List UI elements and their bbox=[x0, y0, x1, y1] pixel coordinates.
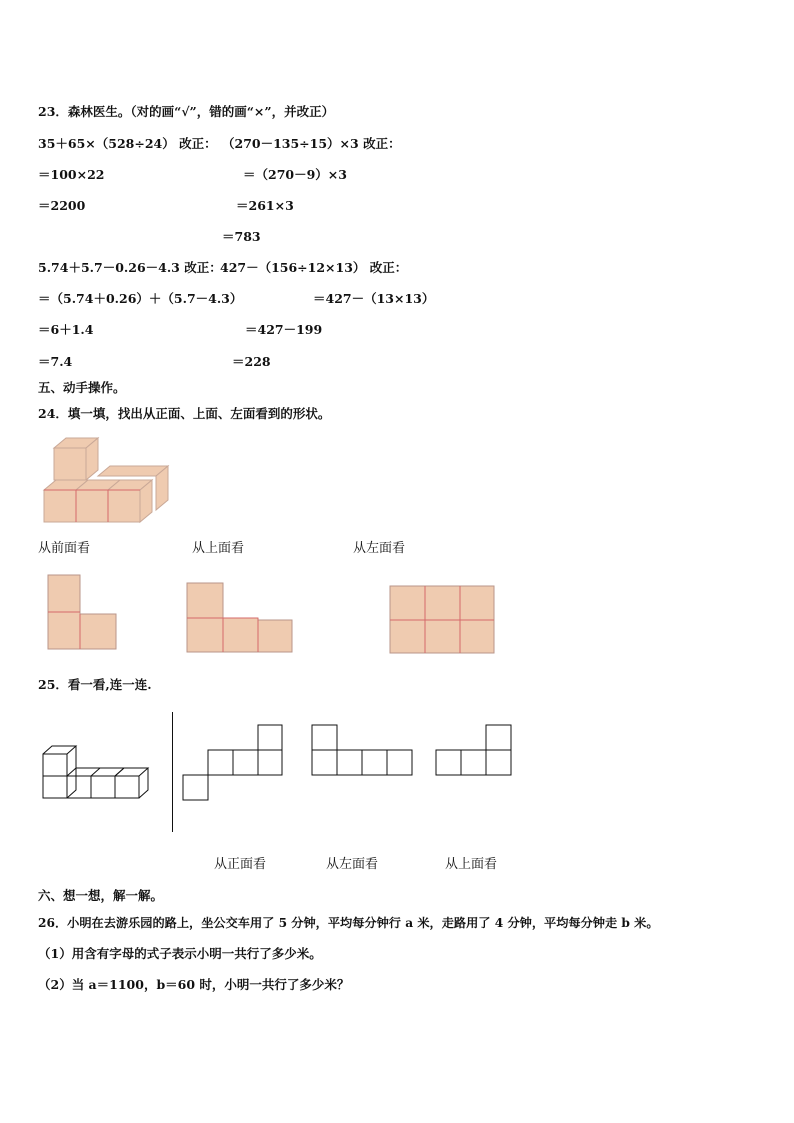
q26-title: 26．小明在去游乐园的路上，坐公交车用了 5 分钟，平均每分钟行 a 米，走路用了 4 分钟，平均每分钟走 b 米。 bbox=[38, 916, 659, 930]
q24-front-view bbox=[46, 574, 126, 654]
q24-cube-figure bbox=[40, 436, 180, 536]
q24-label-top: 从上面看 bbox=[192, 541, 245, 556]
q24-title: 24．填一填，找出从正面、上面、左面看到的形状。 bbox=[38, 406, 331, 421]
q23-left-b-line4: ＝7.4 bbox=[38, 354, 73, 369]
section5-title: 五、动手操作。 bbox=[38, 380, 126, 395]
q25-option-2 bbox=[311, 724, 416, 779]
q26-sub1: （1）用含有字母的式子表示小明一共行了多少米。 bbox=[38, 946, 322, 961]
q23-left-b-line2: ＝（5.74＋0.26）＋（5.7－4.3） bbox=[38, 291, 243, 306]
q23-left-b-line1: 5.74＋5.7－0.26－4.3 改正： bbox=[38, 260, 222, 275]
q23-right-b-line4: ＝228 bbox=[232, 354, 271, 369]
q25-cube-figure bbox=[40, 744, 160, 804]
q25-label-top: 从上面看 bbox=[445, 857, 498, 872]
q25-divider bbox=[172, 712, 173, 832]
q23-left-a-line1: 35＋65×（528÷24） 改正： bbox=[38, 136, 217, 151]
q25-option-3 bbox=[435, 724, 515, 779]
q24-label-front: 从前面看 bbox=[38, 541, 91, 556]
q23-right-b-line1: 427－（156÷12×13） 改正： bbox=[220, 260, 408, 275]
section6-title: 六、想一想，解一解。 bbox=[38, 888, 164, 903]
q24-top-view bbox=[186, 582, 296, 654]
q23-right-a-line2: ＝（270－9）×3 bbox=[243, 167, 347, 182]
q25-option-1 bbox=[182, 724, 287, 804]
q23-right-b-line3: ＝427－199 bbox=[245, 322, 323, 337]
q23-title: 23．森林医生。（对的画“√”，错的画“×”，并改正） bbox=[38, 104, 335, 119]
q23-right-a-line3: ＝261×3 bbox=[236, 198, 294, 213]
q23-right-a-line4: ＝783 bbox=[222, 229, 261, 244]
q26-sub2: （2）当 a＝1100，b＝60 时，小明一共行了多少米？ bbox=[38, 977, 350, 992]
q23-left-a-line3: ＝2200 bbox=[38, 198, 86, 213]
q23-left-b-line3: ＝6＋1.4 bbox=[38, 322, 94, 337]
q25-label-front: 从正面看 bbox=[214, 857, 267, 872]
q23-right-b-line2: ＝427－（13×13） bbox=[313, 291, 435, 306]
q25-label-left: 从左面看 bbox=[326, 857, 379, 872]
q23-right-a-line1: （270－135÷15）×3 改正： bbox=[222, 136, 401, 151]
q25-title: 25．看一看,连一连. bbox=[38, 677, 152, 692]
q24-left-view bbox=[389, 585, 499, 657]
q24-label-left: 从左面看 bbox=[353, 541, 406, 556]
q23-left-a-line2: ＝100×22 bbox=[38, 167, 105, 182]
